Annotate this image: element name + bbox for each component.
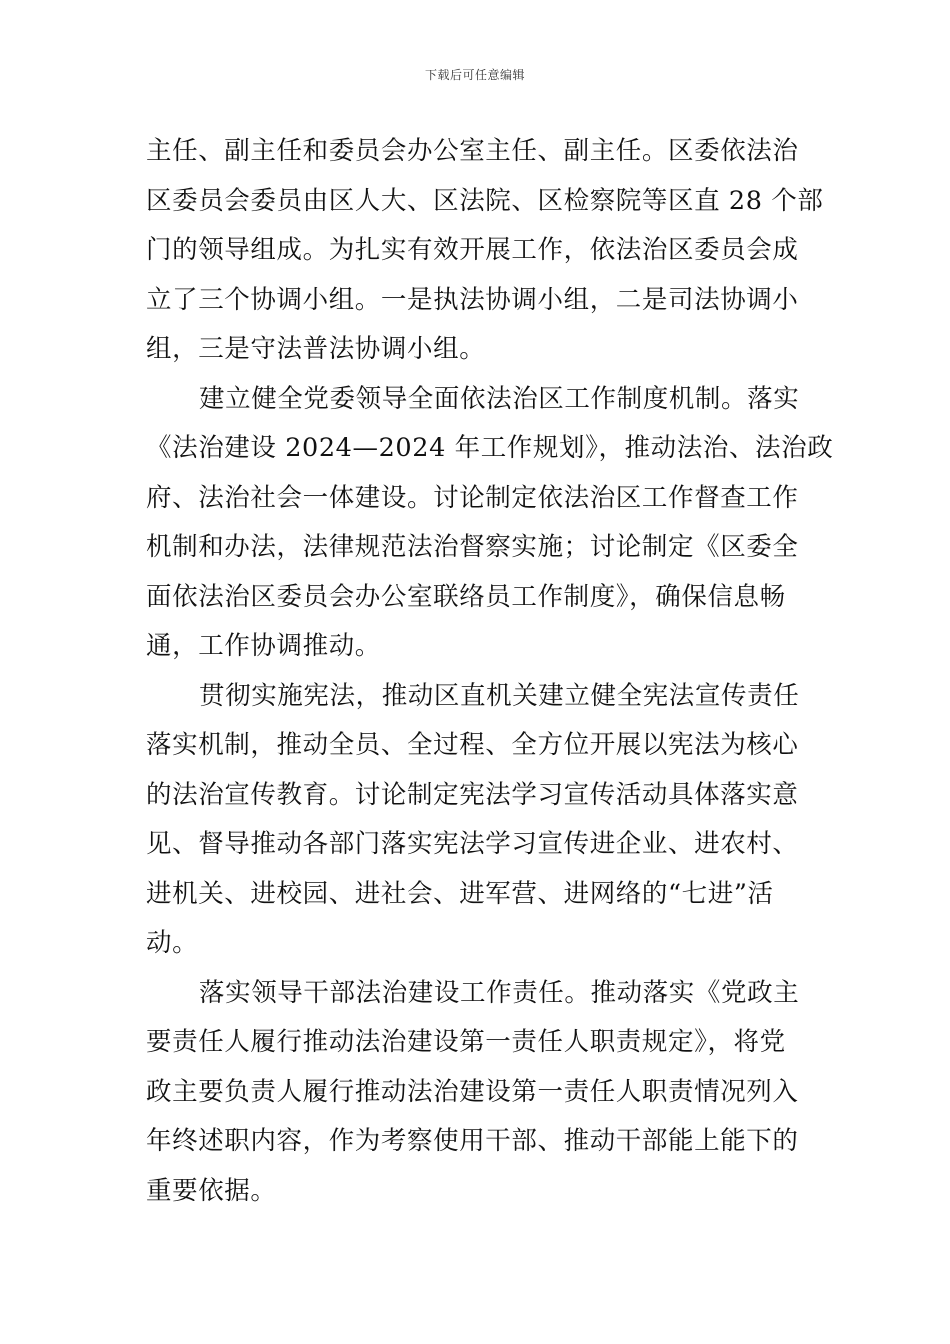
document-body — [146, 127, 834, 1216]
paragraph-2 — [146, 375, 834, 672]
text-line: 面依法治区委员会办公室联络员工作制度》，确保信息畅 — [146, 581, 786, 612]
text-line: 落实领导干部法治建设工作责任。推动落实《党政主 — [199, 977, 800, 1008]
text-line: 重要依据。 — [146, 1175, 277, 1206]
text-line: 落实机制，推动全员、全过程、全方位开展以宪法为核心 — [146, 730, 799, 760]
text-line: 主任、副主任和委员会办公室主任、副主任。区委依法治 — [146, 136, 799, 166]
paragraph-4 — [146, 969, 808, 1217]
text-line: 动。 — [146, 928, 199, 958]
text-line: 府、法治社会一体建设。讨论制定依法治区工作督查工作 — [146, 482, 799, 513]
text-line: 要责任人履行推动法治建设第一责任人职责规定》，将党 — [146, 1027, 786, 1057]
text-line: 建立健全党委领导全面依法治区工作制度机制。落实 — [199, 383, 800, 414]
text-line: 年终述职内容，作为考察使用干部、推动干部能上能下的 — [146, 1126, 799, 1156]
text-line: 机制和办法，法律规范法治督察实施；讨论制定《区委全 — [146, 532, 799, 562]
text-line: 进机关、进校园、进社会、进军营、进网络的“七进”活 — [146, 878, 774, 909]
text-line: 政主要负责人履行推动法治建设第一责任人职责情况列入 — [146, 1076, 799, 1107]
text-line: 贯彻实施宪法，推动区直机关建立健全宪法宣传责任 — [199, 680, 800, 711]
text-line: 《法治建设 2024—2024 年工作规划》，推动法治、法治政 — [146, 433, 834, 463]
text-line: 组，三是守法普法协调小组。 — [146, 334, 486, 364]
text-line: 立了三个协调小组。一是执法协调小组，二是司法协调小 — [146, 284, 799, 315]
text-line: 的法治宣传教育。讨论制定宪法学习宣传活动具体落实意 — [146, 779, 799, 810]
paragraph-1 — [146, 127, 824, 375]
text-line: 门的领导组成。为扎实有效开展工作，依法治区委员会成 — [146, 235, 799, 265]
page-header: 下载后可任意编辑 — [424, 68, 525, 82]
text-line: 区委员会委员由区人大、区法院、区检察院等区直 28 个部 — [146, 185, 824, 216]
text-line: 通，工作协调推动。 — [146, 631, 381, 661]
text-line: 见、督导推动各部门落实宪法学习宣传进企业、进农村、 — [146, 829, 799, 859]
paragraph-3 — [146, 672, 808, 969]
